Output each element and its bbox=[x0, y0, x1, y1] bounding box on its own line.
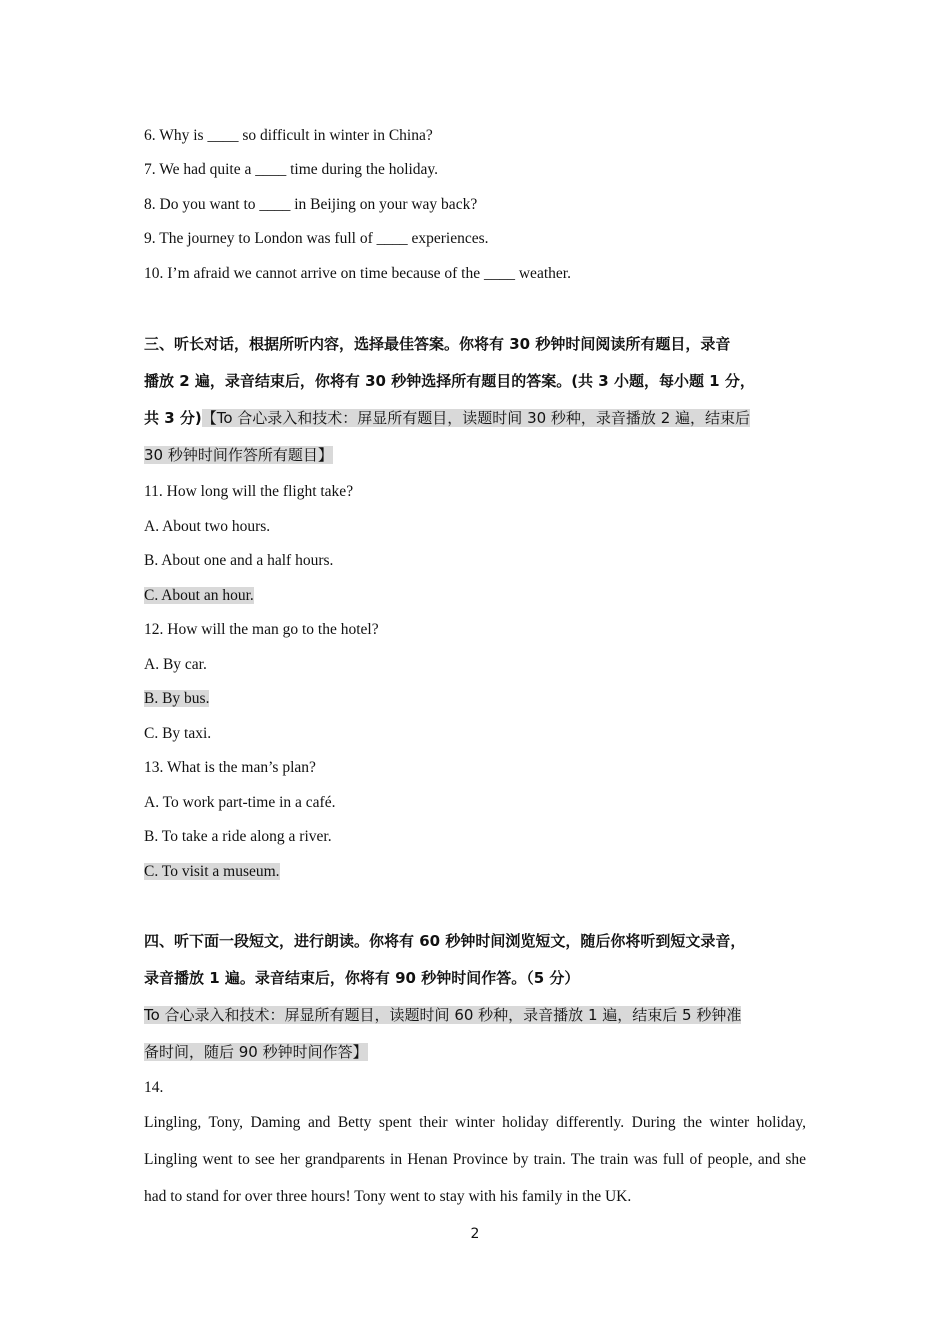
question-13-stem: 13. What is the man’s plan? bbox=[144, 759, 316, 776]
section-3-note-cont: 30 秒钟时间作答所有题目】 bbox=[144, 446, 333, 464]
section-3-heading bbox=[144, 326, 808, 474]
question-11-option-c bbox=[144, 585, 254, 607]
question-7: 7. We had quite a ____ time during the holiday. bbox=[144, 161, 439, 178]
question-12-stem: 12. How will the man go to the hotel? bbox=[144, 621, 379, 638]
answer-highlight: B. By bus. bbox=[144, 690, 210, 707]
section-4-note-cont: 备时间，随后 90 秒钟时间作答】 bbox=[144, 1043, 368, 1061]
question-13-option-c bbox=[144, 861, 280, 883]
section-4-heading bbox=[144, 923, 808, 1071]
section-4-note: To 合心录入和技术：屏显所有题目，读题时间 60 秒种，录音播放 1 遍，结束后 5 秒钟准 bbox=[144, 1006, 742, 1024]
section-4-heading-line-1: 四、听下面一段短文，进行朗读。你将有 60 秒钟时间浏览短文，随后你将听到短文录音， bbox=[144, 932, 746, 950]
question-6: 6. Why is ____ so difficult in winter in China? bbox=[144, 127, 433, 144]
question-9: 9. The journey to London was full of ____ experiences. bbox=[144, 230, 489, 247]
page-number: 2 bbox=[470, 1226, 480, 1242]
section-3-note: 【To 合心录入和技术：屏显所有题目，读题时间 30 秒种，录音播放 2 遍，结束后 bbox=[201, 409, 751, 427]
question-14-number: 14. bbox=[144, 1079, 164, 1096]
section-3-heading-line-3: 共 3 分) bbox=[144, 409, 202, 427]
question-10: 10. I’m afraid we cannot arrive on time because of the ____ weather. bbox=[144, 265, 571, 282]
question-12-option-c: C. By taxi. bbox=[144, 725, 212, 742]
answer-highlight: C. To visit a museum. bbox=[144, 863, 280, 880]
question-12-option-b bbox=[144, 688, 209, 710]
section-4-heading-line-2: 录音播放 1 遍。录音结束后，你将有 90 秒钟时间作答。（5 分） bbox=[144, 969, 580, 987]
answer-highlight: C. About an hour. bbox=[144, 587, 254, 604]
question-13-option-b: B. To take a ride along a river. bbox=[144, 828, 332, 845]
reading-passage: Lingling, Tony, Daming and Betty spent their winter holiday differently. During the winter holiday, Lingling went to see her grandparents in Henan Province by train. The train was full of people, and she had to stand for over three hours! Tony went to stay with his family in the UK. bbox=[144, 1114, 806, 1205]
question-11-option-b: B. About one and a half hours. bbox=[144, 552, 334, 569]
question-12-option-a: A. By car. bbox=[144, 656, 207, 673]
question-8: 8. Do you want to ____ in Beijing on your way back? bbox=[144, 196, 478, 213]
section-3-heading-line-2: 播放 2 遍，录音结束后，你将有 30 秒钟选择所有题目的答案。(共 3 小题，每小题 1 分， bbox=[144, 372, 755, 390]
question-11-stem: 11. How long will the flight take? bbox=[144, 483, 354, 500]
question-11-option-a: A. About two hours. bbox=[144, 518, 271, 535]
question-13-option-a: A. To work part-time in a café. bbox=[144, 794, 336, 811]
section-3-heading-line-1: 三、听长对话，根据所听内容，选择最佳答案。你将有 30 秒钟时间阅读所有题目，录音 bbox=[144, 335, 731, 353]
